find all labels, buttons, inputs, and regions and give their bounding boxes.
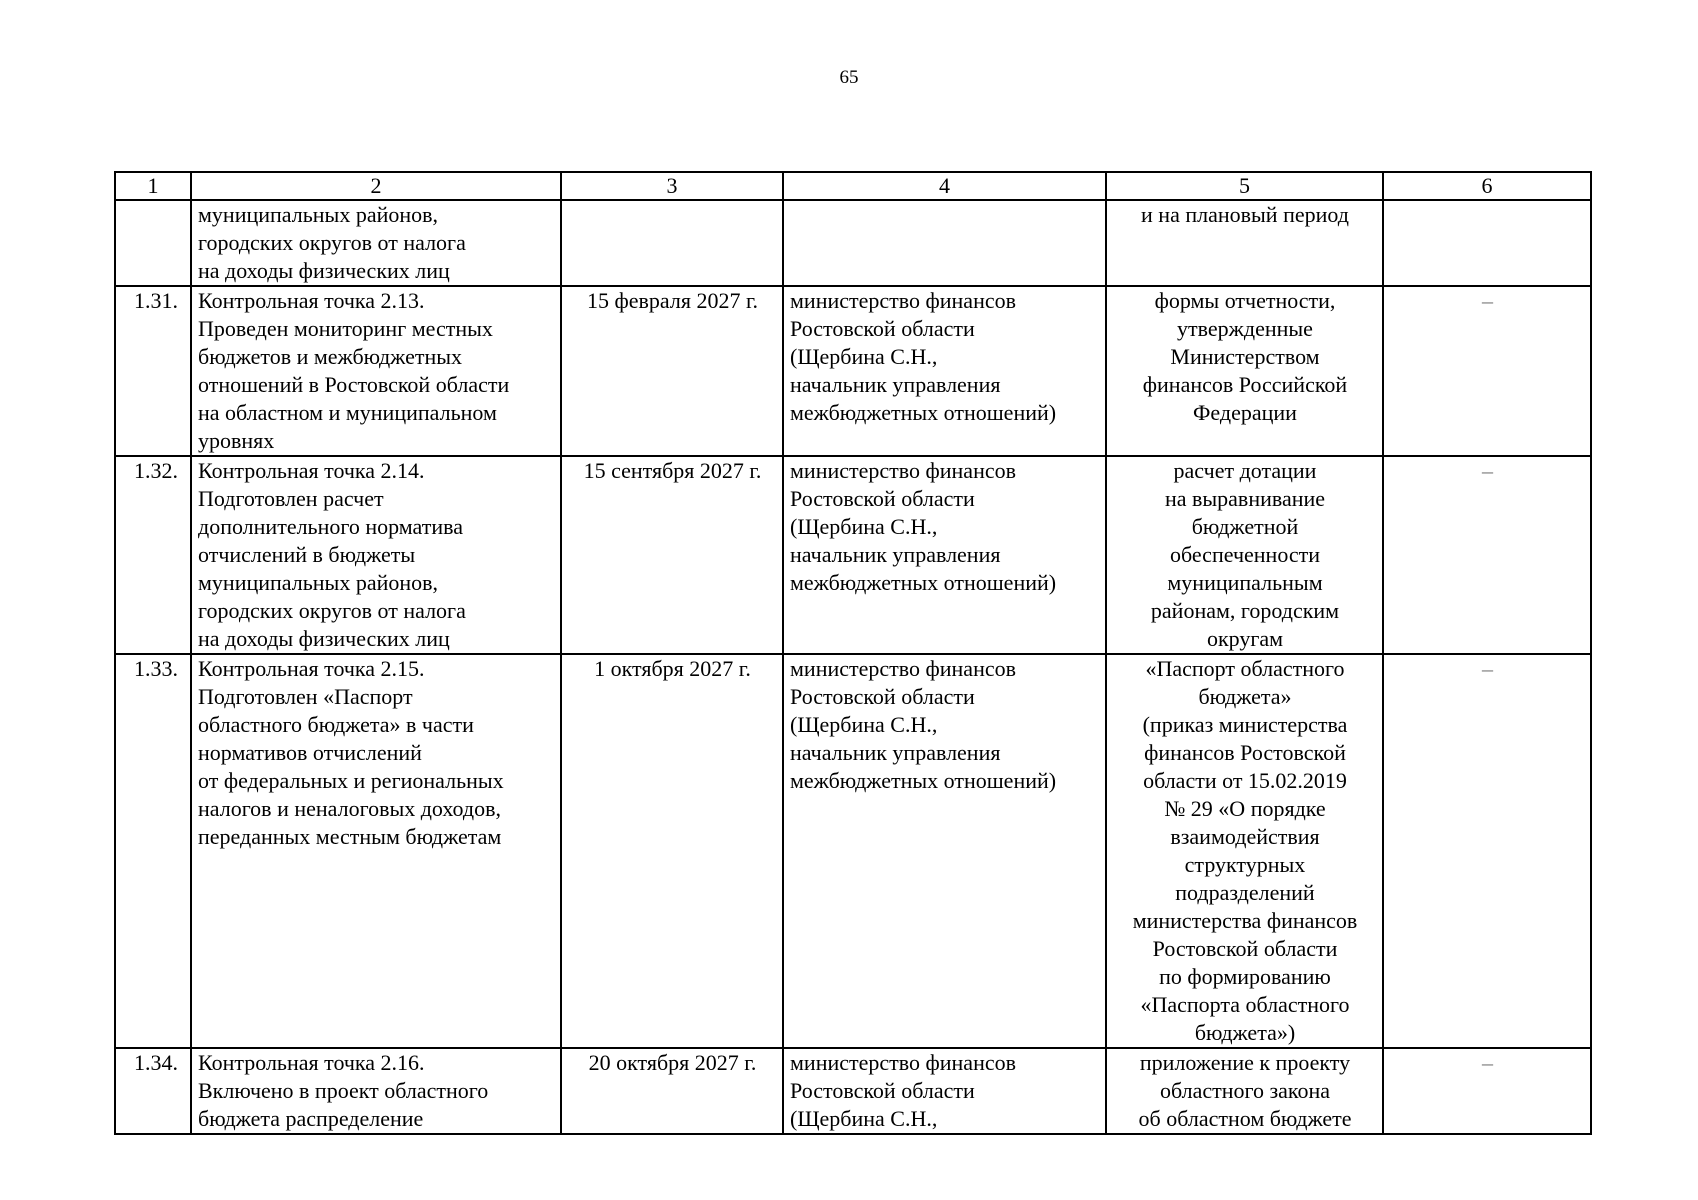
date-cell: 1 октября 2027 г.	[561, 654, 783, 1048]
column-header: 4	[783, 172, 1106, 200]
text-line: городских округов от налога	[198, 598, 466, 623]
text-line: (Щербина С.Н.,	[790, 344, 938, 369]
date-cell: 15 февраля 2027 г.	[561, 286, 783, 456]
responsible-cell	[783, 1048, 1106, 1134]
text-line: бюджетной	[1191, 514, 1299, 539]
document-cell	[1106, 456, 1383, 654]
column-header: 6	[1383, 172, 1591, 200]
text-line: № 29 «О порядке	[1164, 796, 1326, 821]
text-line: утвержденные	[1177, 316, 1313, 341]
text-line: министерство финансов	[790, 656, 1016, 681]
row-number-cell	[115, 200, 191, 286]
text-line: районам, городским	[1150, 598, 1340, 623]
note-cell: –	[1383, 1048, 1591, 1134]
text-line: Ростовской области	[790, 684, 975, 709]
text-line: взаимодействия	[1170, 824, 1320, 849]
table-row	[115, 654, 1591, 1048]
text-line: (Щербина С.Н.,	[790, 514, 938, 539]
table-row	[115, 200, 1591, 286]
control-point-name-cell	[191, 286, 561, 456]
text-line: начальник управления	[790, 740, 1001, 765]
text-line: бюджетов и межбюджетных	[198, 344, 463, 369]
row-number-cell: 1.34.	[115, 1048, 191, 1134]
text-line: «Паспорт областного	[1145, 656, 1345, 681]
text-line: структурных	[1184, 852, 1306, 877]
note-cell: –	[1383, 654, 1591, 1048]
text-line: Включено в проект областного	[198, 1078, 489, 1103]
text-line: Ростовской области	[790, 486, 975, 511]
control-point-name-cell	[191, 654, 561, 1048]
text-line: финансов Ростовской	[1144, 740, 1346, 765]
row-number-cell: 1.32.	[115, 456, 191, 654]
column-header: 3	[561, 172, 783, 200]
table-row	[115, 286, 1591, 456]
control-points-table	[114, 171, 1592, 1135]
text-line: министерство финансов	[790, 288, 1016, 313]
note-cell: –	[1383, 286, 1591, 456]
document-cell	[1106, 654, 1383, 1048]
control-point-name-cell	[191, 1048, 561, 1134]
text-line: и на плановый период	[1141, 202, 1349, 227]
text-line: министерство финансов	[790, 1050, 1016, 1075]
text-line: Ростовской области	[790, 316, 975, 341]
column-header: 5	[1106, 172, 1383, 200]
text-line: на областном и муниципальном	[198, 400, 497, 425]
text-line: начальник управления	[790, 372, 1001, 397]
text-line: (Щербина С.Н.,	[790, 712, 938, 737]
text-line: от федеральных и региональных	[198, 768, 504, 793]
responsible-cell	[783, 456, 1106, 654]
text-line: «Паспорта областного	[1140, 992, 1350, 1017]
text-line: по формированию	[1159, 964, 1331, 989]
control-point-name-cell	[191, 456, 561, 654]
text-line: на доходы физических лиц	[198, 626, 450, 651]
text-line: городских округов от налога	[198, 230, 466, 255]
responsible-cell	[783, 654, 1106, 1048]
text-line: Ростовской области	[790, 1078, 975, 1103]
text-line: муниципальных районов,	[198, 570, 439, 595]
text-line: областного закона	[1159, 1078, 1331, 1103]
text-line: бюджета распределение	[198, 1106, 424, 1131]
text-line: Проведен мониторинг местных	[198, 316, 493, 341]
text-line: округам	[1206, 626, 1284, 651]
text-line: дополнительного норматива	[198, 514, 463, 539]
page-number: 65	[839, 67, 859, 88]
text-line: бюджета»	[1198, 684, 1292, 709]
text-line: финансов Российской	[1142, 372, 1348, 397]
text-line: Ростовской области	[1152, 936, 1338, 961]
document-cell	[1106, 286, 1383, 456]
text-line: начальник управления	[790, 542, 1001, 567]
text-line: муниципальных районов,	[198, 202, 439, 227]
text-line: Контрольная точка 2.16.	[198, 1050, 425, 1075]
text-line: переданных местным бюджетам	[198, 824, 502, 849]
text-line: отчислений в бюджеты	[198, 542, 416, 567]
text-line: Подготовлен расчет	[198, 486, 384, 511]
column-header: 1	[115, 172, 191, 200]
text-line: муниципальным	[1167, 570, 1323, 595]
text-line: уровнях	[198, 428, 275, 453]
text-line: налогов и неналоговых доходов,	[198, 796, 501, 821]
responsible-cell	[783, 286, 1106, 456]
date-cell: 20 октября 2027 г.	[561, 1048, 783, 1134]
text-line: бюджета»)	[1194, 1020, 1296, 1045]
text-line: приложение к проекту	[1139, 1050, 1351, 1075]
text-line: на доходы физических лиц	[198, 258, 450, 283]
note-cell: –	[1383, 456, 1591, 654]
text-line: Контрольная точка 2.15.	[198, 656, 425, 681]
text-line: министерства финансов	[1132, 908, 1358, 933]
text-line: Федерации	[1193, 400, 1297, 425]
text-line: Контрольная точка 2.13.	[198, 288, 425, 313]
text-line: межбюджетных отношений)	[790, 400, 1057, 425]
text-line: министерство финансов	[790, 458, 1016, 483]
text-line: формы отчетности,	[1154, 288, 1336, 313]
document-cell	[1106, 1048, 1383, 1134]
date-cell: 15 сентября 2027 г.	[561, 456, 783, 654]
text-line: области от 15.02.2019	[1143, 768, 1347, 793]
responsible-cell	[783, 200, 1106, 286]
table-row	[115, 1048, 1591, 1134]
text-line: расчет дотации	[1173, 458, 1317, 483]
text-line: Контрольная точка 2.14.	[198, 458, 425, 483]
document-cell	[1106, 200, 1383, 286]
text-line: подразделений	[1175, 880, 1315, 905]
control-point-name-cell	[191, 200, 561, 286]
text-line: отношений в Ростовской области	[198, 372, 510, 397]
text-line: обеспеченности	[1169, 542, 1321, 567]
text-line: Подготовлен «Паспорт	[198, 684, 413, 709]
row-number-cell: 1.33.	[115, 654, 191, 1048]
text-line: межбюджетных отношений)	[790, 570, 1057, 595]
note-cell	[1383, 200, 1591, 286]
table-row	[115, 456, 1591, 654]
text-line: областного бюджета» в части	[198, 712, 474, 737]
text-line: межбюджетных отношений)	[790, 768, 1057, 793]
column-header: 2	[191, 172, 561, 200]
text-line: на выравнивание	[1164, 486, 1326, 511]
text-line: Министерством	[1170, 344, 1320, 369]
date-cell	[561, 200, 783, 286]
table-header-row	[115, 172, 1591, 200]
text-line: (приказ министерства	[1142, 712, 1348, 737]
text-line: нормативов отчислений	[198, 740, 422, 765]
text-line: (Щербина С.Н.,	[790, 1106, 938, 1131]
row-number-cell: 1.31.	[115, 286, 191, 456]
text-line: об областном бюджете	[1138, 1106, 1352, 1131]
